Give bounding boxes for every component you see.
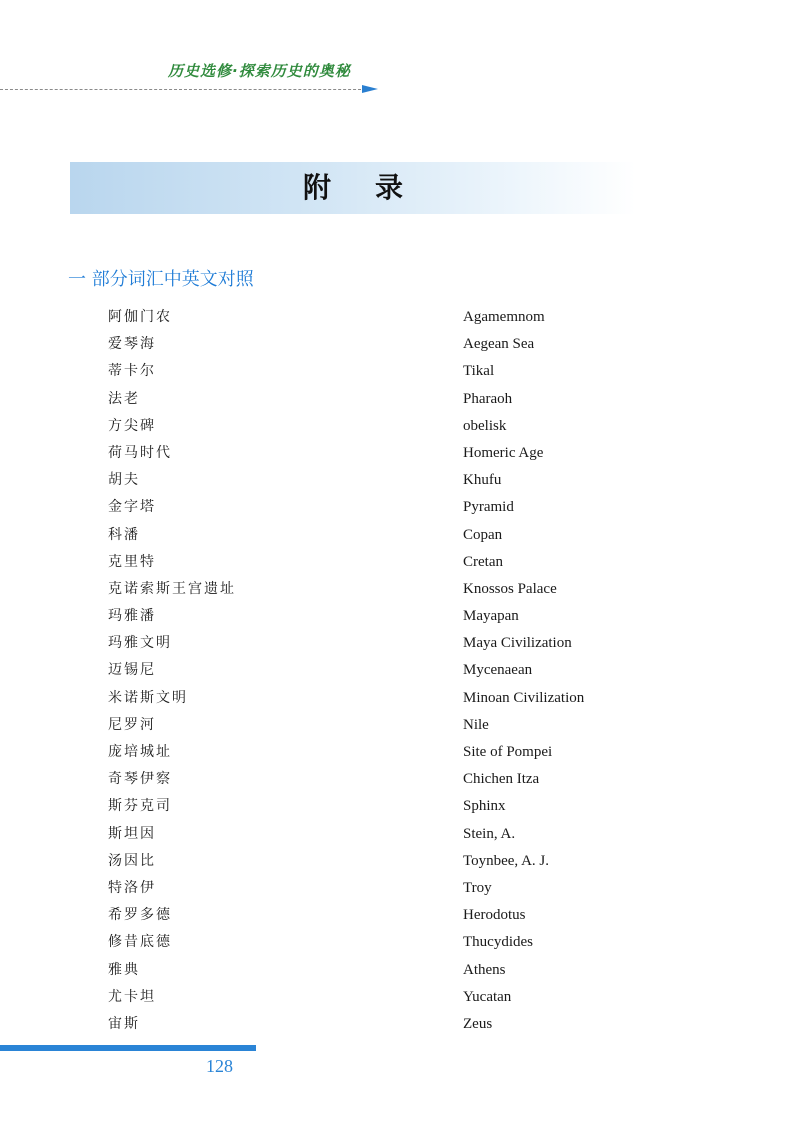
glossary-term-english: Aegean Sea (463, 336, 535, 353)
book-title: 历史选修·探索历史的奥秘 (168, 62, 351, 80)
glossary-term-chinese: 修昔底德 (108, 934, 172, 951)
glossary-term-english: Stein, A. (463, 825, 516, 842)
appendix-banner (70, 162, 636, 214)
glossary-term-chinese: 尼罗河 (108, 716, 156, 733)
glossary-term-english: Troy (463, 879, 492, 896)
glossary-row (108, 985, 668, 1012)
glossary-row (108, 740, 668, 767)
arrow-icon (362, 85, 378, 93)
glossary-term-english: Yucatan (463, 988, 512, 1005)
header-dashed-rule (0, 89, 366, 90)
page-title: 附录 (302, 171, 447, 204)
glossary-term-chinese: 克里特 (108, 553, 156, 570)
glossary-term-english: Pharaoh (463, 390, 513, 407)
glossary-row (108, 1012, 668, 1039)
section-heading: 一 部分词汇中英文对照 (68, 269, 254, 290)
glossary-row (108, 713, 668, 740)
glossary-row (108, 631, 668, 658)
glossary-row (108, 876, 668, 903)
glossary-term-chinese: 汤因比 (108, 852, 156, 869)
footer-bar (0, 1045, 256, 1051)
glossary-term-english: Mycenaean (463, 662, 533, 679)
glossary-term-english: Copan (463, 526, 503, 543)
glossary-term-chinese: 希罗多德 (108, 907, 172, 924)
glossary-term-chinese: 胡夫 (108, 472, 140, 489)
glossary-row (108, 930, 668, 957)
glossary-term-chinese: 玛雅潘 (108, 608, 156, 625)
glossary-term-chinese: 法老 (108, 390, 140, 407)
glossary-term-english: Cretan (463, 553, 503, 570)
glossary-row (108, 523, 668, 550)
glossary-term-chinese: 科潘 (108, 526, 140, 543)
glossary-term-chinese: 爱琴海 (108, 336, 156, 353)
glossary-term-chinese: 奇琴伊察 (108, 771, 172, 788)
glossary-row (108, 495, 668, 522)
glossary-term-english: Pyramid (463, 499, 514, 516)
glossary-term-english: Agamemnom (463, 309, 545, 325)
glossary-list (108, 305, 668, 1039)
glossary-row (108, 577, 668, 604)
glossary-term-english: Tikal (463, 363, 495, 380)
glossary-row (108, 767, 668, 794)
glossary-term-english: Minoan Civilization (463, 689, 585, 706)
glossary-row (108, 604, 668, 631)
glossary-row (108, 468, 668, 495)
glossary-term-chinese: 特洛伊 (108, 879, 156, 896)
glossary-term-chinese: 斯坦因 (108, 825, 156, 842)
glossary-term-english: Zeus (463, 1015, 493, 1032)
glossary-row (108, 305, 668, 332)
glossary-row (108, 903, 668, 930)
glossary-term-english: Knossos Palace (463, 580, 557, 597)
glossary-term-chinese: 尤卡坦 (108, 988, 156, 1005)
glossary-term-chinese: 庞培城址 (108, 744, 172, 760)
glossary-term-english: Maya Civilization (463, 635, 572, 652)
glossary-term-english: Chichen Itza (463, 771, 540, 788)
glossary-row (108, 332, 668, 359)
glossary-row (108, 414, 668, 441)
glossary-term-chinese: 宙斯 (108, 1015, 140, 1032)
glossary-term-chinese: 荷马时代 (108, 444, 172, 461)
glossary-row (108, 550, 668, 577)
glossary-term-chinese: 雅典 (108, 961, 140, 978)
glossary-row (108, 658, 668, 685)
glossary-term-chinese: 米诺斯文明 (108, 689, 188, 706)
page-number: 128 (206, 1056, 233, 1076)
glossary-term-chinese: 克诺索斯王宫遗址 (108, 580, 236, 597)
glossary-term-english: Khufu (463, 472, 502, 489)
glossary-term-english: Athens (463, 961, 506, 978)
glossary-term-chinese: 金字塔 (108, 499, 156, 516)
glossary-row (108, 822, 668, 849)
glossary-row (108, 958, 668, 985)
glossary-term-english: Herodotus (463, 907, 526, 924)
glossary-term-chinese: 方尖碑 (108, 417, 156, 434)
glossary-term-english: Site of Pompei (463, 744, 553, 760)
glossary-row (108, 686, 668, 713)
glossary-row (108, 441, 668, 468)
glossary-term-english: Thucydides (463, 934, 533, 951)
glossary-row (108, 359, 668, 386)
glossary-row (108, 849, 668, 876)
glossary-term-chinese: 蒂卡尔 (108, 363, 156, 380)
glossary-term-english: obelisk (463, 417, 507, 434)
glossary-term-chinese: 迈锡尼 (108, 662, 156, 679)
glossary-row (108, 387, 668, 414)
glossary-term-english: Sphinx (463, 798, 506, 815)
glossary-term-english: Homeric Age (463, 444, 544, 461)
glossary-row (108, 794, 668, 821)
glossary-term-chinese: 阿伽门农 (108, 309, 172, 325)
glossary-term-english: Toynbee, A. J. (463, 852, 550, 869)
glossary-term-english: Nile (463, 716, 489, 733)
glossary-term-chinese: 斯芬克司 (108, 798, 172, 815)
glossary-term-english: Mayapan (463, 608, 519, 625)
glossary-term-chinese: 玛雅文明 (108, 635, 172, 652)
